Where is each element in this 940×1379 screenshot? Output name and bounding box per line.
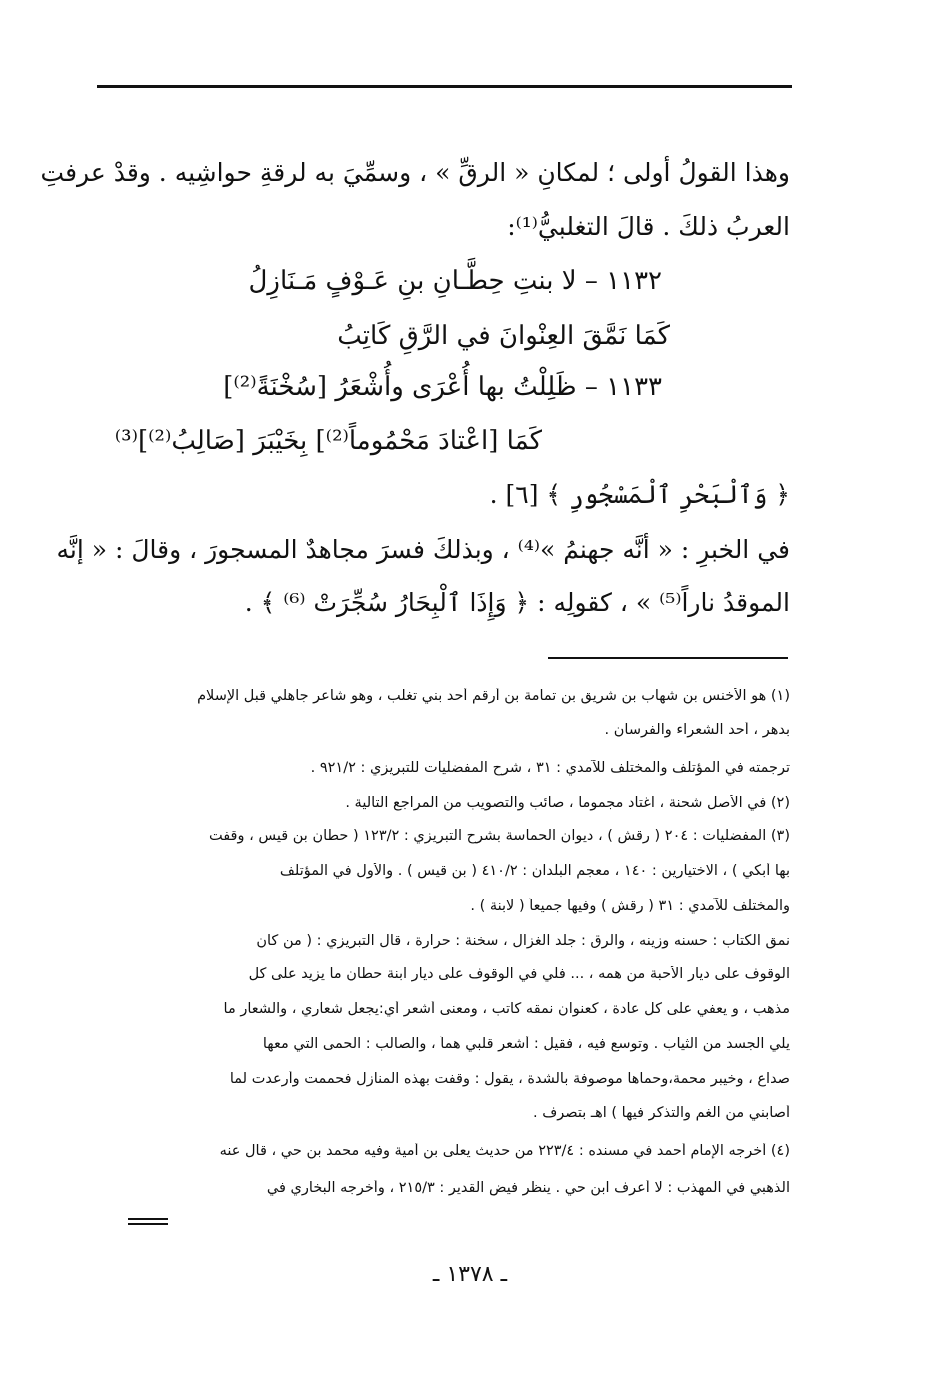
verse-1133-second-hemistich: كَمَا [اعْتادَ مَحْمُوماً⁽²⁾] بِخَيْبَرَ [صَالِبُ⁽²⁾]⁽³⁾ xyxy=(114,426,542,456)
page-number: ـ ١٣٧٨ ـ xyxy=(432,1262,508,1287)
footnote-2: (٢) في الأصل شحنة ، اغتاد مجموما ، صائب والتصويب من المراجع التالية . xyxy=(345,795,790,811)
body-line-2: العربُ ذلكَ . قالَ التغلبيُّ⁽¹⁾: xyxy=(507,212,790,241)
footnote-4-line-2: الذهبي في المهذب : لا أعرف ابن حي . ينظر فيض القدير : ٢١٥/٣ ، وأخرجه البخاري في xyxy=(266,1180,790,1196)
body-line-4: الموقدُ ناراً⁽⁵⁾ » ، كقولِه : ﴿ وَإِذَا ٱلْبِحَارُ سُجِّرَتْ ⁽⁶⁾ ﴾ . xyxy=(244,588,790,617)
quran-verse-heading: ﴿ وَٱلْبَحْرِ ٱلْمَسْجُورِ ﴾ [٦] . xyxy=(489,480,790,509)
footnote-3-line-4: نمق الكتاب : حسنه وزينه ، والرق : جلد الغزال ، سخنة : حرارة ، قال التبريزي : ( من كان xyxy=(256,933,790,949)
continuation-mark xyxy=(128,1218,168,1220)
verse-1133-first-hemistich: ١١٣٣ – ظَلِلْتُ بها أُعْرَى وأُشْعَرُ [سُخْنَةً⁽²⁾] xyxy=(223,372,662,402)
footnote-3-line-5: الوقوف على ديار الأحبة من همه ، ... فلي في الوقوف على ديار ابنة حطان ما يزيد على كل xyxy=(248,966,790,982)
footnote-1-line-2: بدهر ، أحد الشعراء والفرسان . xyxy=(604,722,790,738)
footnote-3-line-8: صداع ، وخيبر محمة،وحماها موصوفة بالشدة ، يقول : وقفت بهذه المنازل فحممت وأرعدت لما xyxy=(229,1071,790,1087)
footnote-1-line-3: ترجمته في المؤتلف والمختلف للآمدي : ٣١ ، شرح المفضليات للتبريزي : ٩٢١/٢ . xyxy=(310,760,790,776)
footnote-3-line-1: (٣) المفضليات : ٢٠٤ ( رقش ) ، ديوان الحماسة بشرح التبريزي : ١٢٣/٢ ( حطان بن قيس ، وقفت xyxy=(208,828,790,844)
verse-1132-second-hemistich: كَمَا نَمَّقَ العِنْوانَ في الرَّقِ كَاتِبُ xyxy=(337,321,670,351)
body-line-1: وهذا القولُ أولى ؛ لمكانِ « الرقِّ » ، وسمِّيَ به لرقةِ حواشِيه . وقدْ عرفتِ xyxy=(40,158,790,187)
footnote-separator xyxy=(548,657,788,659)
continuation-mark xyxy=(128,1223,168,1225)
footnote-3-line-3: والمختلف للآمدي : ٣١ ( رقش ) وفيها جميعاً ( لابنة ) . xyxy=(470,898,790,914)
verse-1132-first-hemistich: ١١٣٢ – لا بنتِ حِطَّـانِ بنِ عَـوْفٍ مَـنَازِلُ xyxy=(248,266,662,296)
footnote-3-line-7: يلي الجسد من الثياب . وتوسع فيه ، فقيل : أشعر قلبي هماً ، والصالب : الحمى التي معها xyxy=(262,1036,790,1052)
top-rule xyxy=(97,85,792,88)
footnote-4-line-1: (٤) أخرجه الإمام أحمد في مسنده : ٢٢٣/٤ من حديث يعلى بن أمية وفيه محمد بن حي ، قال عنه xyxy=(219,1143,790,1159)
footnote-1-line-1: (١) هو الأخنس بن شهاب بن شريق بن تمامة بن أرقم أحد بني تغلب ، وهو شاعر جاهلي قبل الإسلام xyxy=(197,688,790,704)
footnote-3-line-9: أصابني من الغم والتذكر فيها ) اهـ بتصرف . xyxy=(533,1105,790,1121)
footnote-3-line-6: مذهب ، و يعفي على كل عادة ، كعنوان نمقه كاتب ، ومعنى أشعر أي:يجعل شعاري ، والشعار ما xyxy=(223,1001,790,1017)
body-line-3: في الخبرِ : « أنَّه جهنمُ »⁽⁴⁾ ، وبذلكَ فسرَ مجاهدٌ المسجورَ ، وقالَ : « إنَّه xyxy=(56,535,790,564)
footnote-3-line-2: بها أبكي ) ، الاختيارين : ١٤٠ ، معجم البلدان : ٤١٠/٢ ( بن قيس ) . والأول في المؤتلف xyxy=(279,863,790,879)
